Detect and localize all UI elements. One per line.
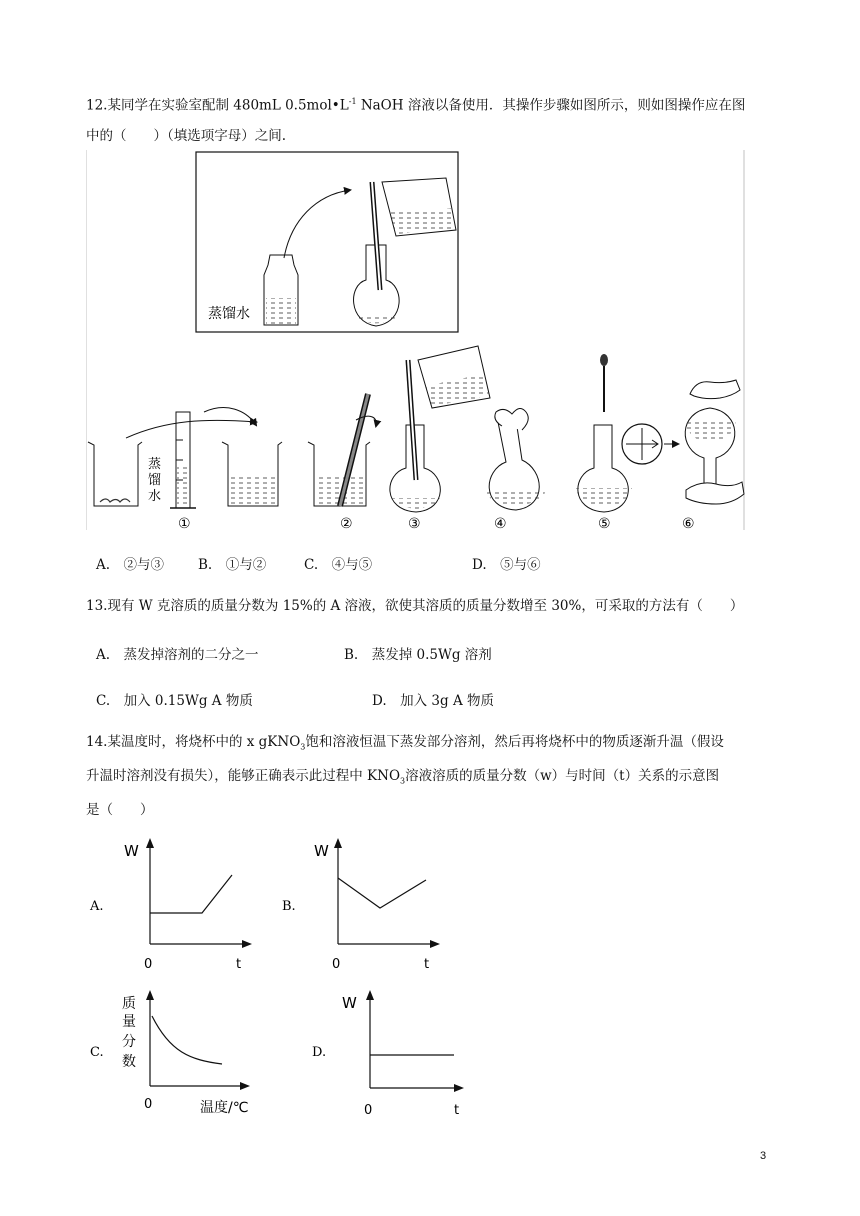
step-label-4: ④ — [494, 516, 507, 532]
q14-stem-line2 — [86, 766, 719, 792]
graph-a-label: A. — [90, 899, 104, 914]
q14-graph-b — [278, 834, 458, 974]
step-6-apparatus — [684, 380, 744, 504]
step-3-apparatus — [390, 346, 490, 512]
step-4-apparatus — [484, 408, 546, 510]
graph-b-y-axis-label: W — [314, 842, 329, 860]
q13-stem: 13.现有 W 克溶质的质量分数为 15%的 A 溶液，欲使其溶质的质量分数增至 30%，可采取的方法有（ ） — [86, 598, 744, 614]
q12-option-c: C. ④与⑤ — [304, 557, 373, 573]
cylinder-label-1: 蒸 — [148, 457, 162, 472]
graph-d-label: D. — [312, 1045, 327, 1060]
cylinder-label-3: 水 — [148, 489, 162, 504]
q12-option-d: D. ⑤与⑥ — [472, 557, 541, 573]
graph-b-origin: 0 — [332, 957, 341, 972]
graph-c-curve — [152, 1016, 222, 1064]
step-label-3: ③ — [408, 516, 421, 532]
q12-procedure-figure — [86, 150, 746, 540]
q14-sub2: 3 — [400, 776, 406, 786]
graph-b-curve — [338, 878, 426, 908]
graph-c-label: C. — [90, 1045, 104, 1060]
step-2-apparatus — [308, 394, 376, 506]
q14-stem-l1a: 14.某温度时，将烧杯中的 x gKNO — [86, 734, 301, 750]
step-label-6: ⑥ — [682, 516, 695, 532]
step-1-apparatus — [88, 408, 282, 508]
graph-d-y-axis-label: W — [342, 994, 357, 1012]
graph-c-origin: 0 — [144, 1097, 153, 1112]
inset-label: 蒸馏水 — [208, 306, 250, 322]
graph-c-y-char-1: 质 — [122, 996, 136, 1012]
cylinder-label-2: 馏 — [148, 473, 162, 488]
q12-stem-line2: 中的（ ）（填选项字母）之间. — [86, 128, 287, 144]
graph-c-y-char-3: 分 — [122, 1034, 136, 1050]
q14-stem-l2b: 溶液溶质的质量分数（w）与时间（t）关系的示意图 — [405, 768, 720, 784]
step-label-1: ① — [178, 516, 191, 532]
step-5-apparatus — [576, 354, 632, 512]
graph-d-origin: 0 — [364, 1103, 373, 1118]
q12-stem-part2: NaOH 溶液以备使用．其操作步骤如图所示，则如图操作应在图 — [356, 97, 746, 114]
graph-a-y-axis-label: W — [124, 842, 139, 860]
graph-b-label: B. — [282, 899, 296, 914]
q12-option-a: A. ②与③ — [96, 557, 165, 573]
q12-stem-part1: 12.某同学在实验室配制 480mL 0.5mol•L — [86, 97, 349, 114]
q12-stem-line1 — [86, 92, 745, 116]
graph-c-y-char-2: 量 — [122, 1014, 136, 1030]
inset-box — [196, 152, 458, 332]
q12-option-b: B. ①与② — [198, 557, 267, 573]
graph-a-curve — [150, 875, 232, 913]
q14-graph-c — [86, 990, 266, 1120]
graph-a-origin: 0 — [144, 957, 153, 972]
q14-stem-line1 — [86, 732, 724, 758]
q14-graph-d — [308, 986, 478, 1120]
q14-stem-l1b: 饱和溶液恒温下蒸发部分溶剂，然后再将烧杯中的物质逐渐升温（假设 — [305, 734, 724, 750]
q13-option-d: D. 加入 3g A 物质 — [372, 693, 494, 709]
graph-c-y-char-4: 数 — [122, 1054, 136, 1070]
graph-c-x-axis-label: 温度/℃ — [200, 1100, 249, 1116]
graph-a-x-axis-label: t — [236, 957, 242, 972]
magnifier-icon — [622, 424, 678, 464]
q14-stem-l2a: 升温时溶剂没有损失），能够正确表示此过程中 KNO — [86, 768, 401, 784]
step-label-2: ② — [340, 516, 353, 532]
q14-graph-a — [86, 834, 266, 974]
graph-d-x-axis-label: t — [454, 1103, 460, 1118]
q14-sub1: 3 — [300, 742, 306, 752]
graph-b-x-axis-label: t — [424, 957, 430, 972]
q13-option-c: C. 加入 0.15Wg A 物质 — [96, 693, 253, 709]
q13-option-b: B. 蒸发掉 0.5Wg 溶剂 — [344, 647, 492, 663]
step-label-5: ⑤ — [598, 516, 611, 532]
q12-superscript: -1 — [348, 97, 357, 106]
page-number: 3 — [760, 1150, 767, 1162]
q13-option-a: A. 蒸发掉溶剂的二分之一 — [96, 647, 259, 663]
q14-stem-line3: 是（ ） — [86, 802, 154, 818]
